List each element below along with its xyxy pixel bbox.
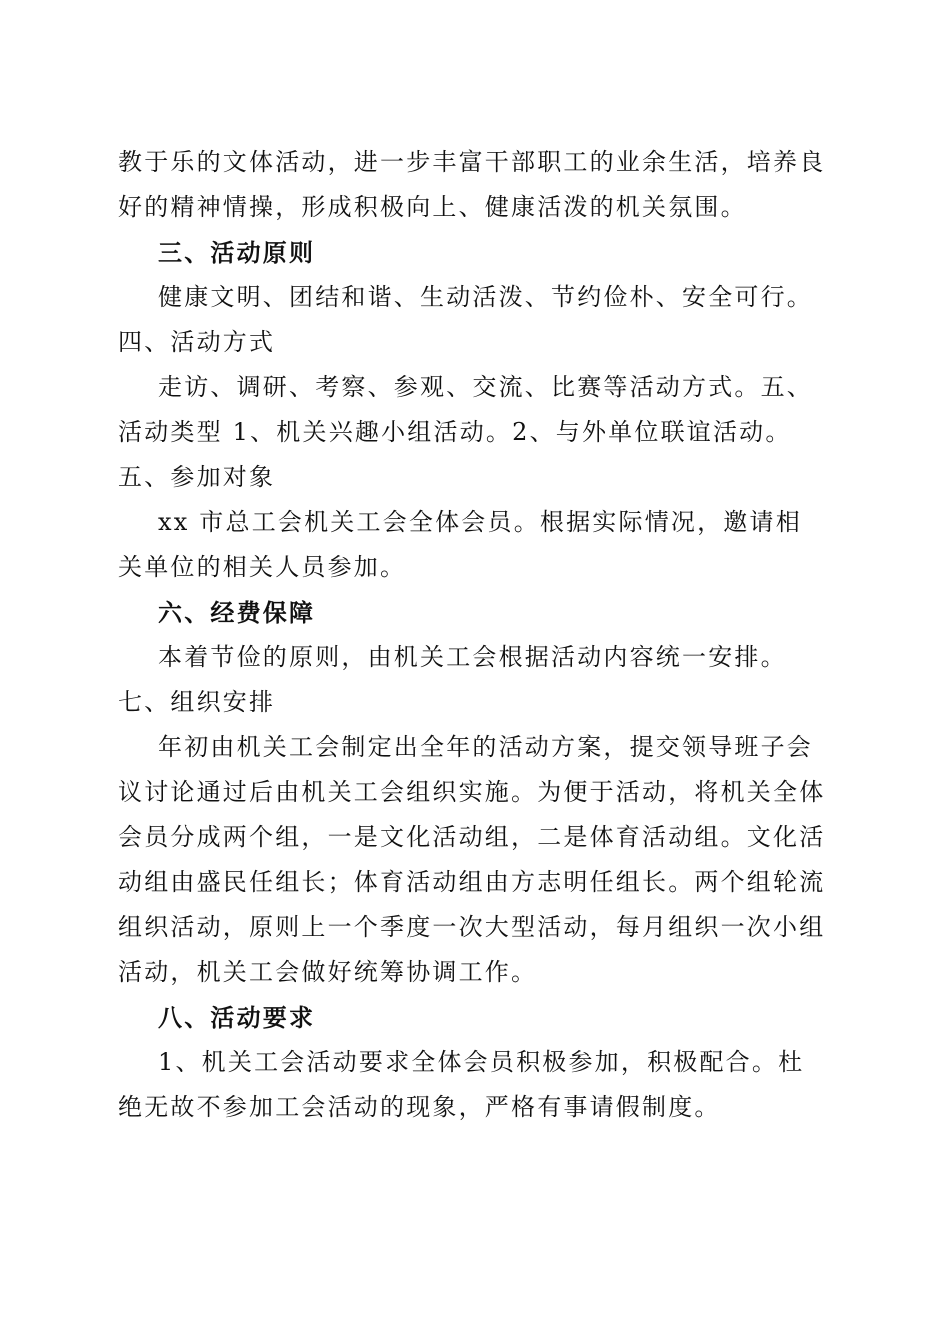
paragraph-organization-details: 年初由机关工会制定出全年的活动方案，提交领导班子会议讨论通过后由机关工会组织实施。为便于活动，将机关全体会员分成两个组，一是文化活动组，二是体育活动组。文化活动组由盛民任组长；体育活动组由方志明任组长。两个组轮流组织活动，原则上一个季度一次大型活动，每月组织一次小组活动，机关工会做好统筹协调工作。 — [118, 733, 826, 986]
paragraph-funding-and-organization: 本着节俭的原则，由机关工会根据活动内容统一安排。七、组织安排 — [118, 643, 787, 716]
paragraph-principles-and-methods: 健康文明、团结和谐、生动活泼、节约俭朴、安全可行。四、活动方式 — [118, 283, 813, 356]
paragraph-requirement-1: 1、机关工会活动要求全体会员积极参加，积极配合。杜绝无故不参加工会活动的现象，严格有事请假制度。 — [118, 1048, 805, 1121]
heading-funding: 六、经费保障 — [158, 598, 316, 627]
heading-activity-requirements: 八、活动要求 — [158, 1003, 316, 1032]
paragraph-participants: xx 市总工会机关工会全体会员。根据实际情况，邀请相关单位的相关人员参加。 — [118, 508, 802, 581]
paragraph-methods-types-participants: 走访、调研、考察、参观、交流、比赛等活动方式。五、活动类型 1、机关兴趣小组活动。2、与外单位联谊活动。五、参加对象 — [118, 373, 813, 491]
heading-activity-principles: 三、活动原则 — [158, 238, 316, 267]
paragraph-activity-purpose-continued: 教于乐的文体活动，进一步丰富干部职工的业余生活，培养良好的精神情操，形成积极向上、健康活泼的机关氛围。 — [118, 148, 826, 221]
document-body — [118, 140, 826, 1130]
